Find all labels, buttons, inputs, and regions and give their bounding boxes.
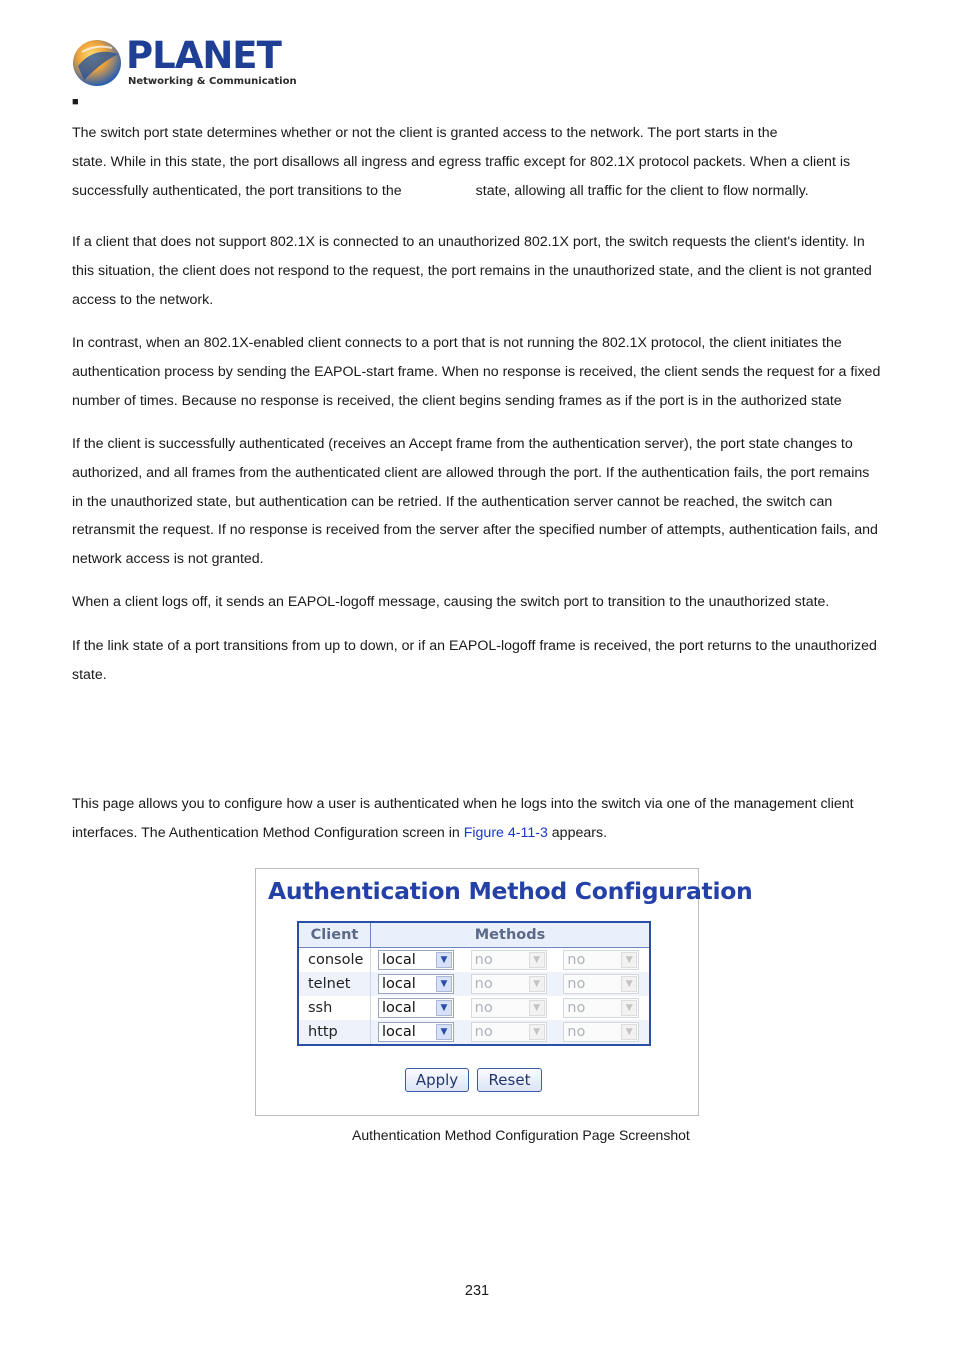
figure-caption: Authentication Method Configuration Page Screenshot: [352, 1127, 690, 1143]
method-2-select: no ▼: [471, 1022, 547, 1042]
chevron-down-icon: ▼: [621, 952, 637, 968]
chevron-down-icon: ▼: [436, 1000, 452, 1016]
client-name: console: [298, 948, 371, 973]
auth-method-panel: [255, 868, 753, 1116]
table-row: [298, 996, 650, 1020]
chevron-down-icon: ▼: [436, 976, 452, 992]
logo-wordmark: PLANET: [126, 34, 281, 77]
paragraph-authenticated: If the client is successfully authenticated (receives an Accept frame from the authentication server), the port state changes to authorized, and all frames from the authenticated client are allowed through the port. If the authentication fails, the port remains in the unauthorized state, but authentication can be retried. If the authentication server cannot be reached, the switch can retransmit the request. If no response is received from the server after the specified number of attempts, authentication fails, and network access is not granted.: [72, 436, 878, 568]
auth-method-table: [297, 921, 651, 1046]
apply-button[interactable]: Apply: [405, 1068, 469, 1092]
logo-tagline: Networking & Communication: [128, 76, 297, 87]
table-row: [298, 948, 650, 973]
client-name: http: [298, 1020, 371, 1045]
page-number: 231: [464, 1283, 490, 1299]
panel-title: Authentication Method Configuration: [268, 877, 753, 905]
paragraph-logoff: When a client logs off, it sends an EAPOL-logoff message, causing the switch port to transition to the unauthorized state.: [72, 594, 830, 610]
client-name: telnet: [298, 972, 371, 996]
method-2-select: no ▼: [471, 998, 547, 1018]
chevron-down-icon: ▼: [529, 1000, 545, 1016]
column-header-client: Client: [298, 922, 371, 948]
chevron-down-icon: ▼: [529, 976, 545, 992]
paragraph-unsupported-client: If a client that does not support 802.1X is connected to an unauthorized 802.1X port, the switch requests the client's identity. In this situation, the client does not respond to the request, the port remains in the unauthorized state, and the client is not granted access to the network.: [72, 234, 872, 308]
section-bullet: ■: [72, 96, 79, 108]
method-3-select: no ▼: [563, 974, 639, 994]
paragraph-port-state: The switch port state determines whether or not the client is granted access to the network. The port starts in the state. While in this state, the port disallows all ingress and egress traffic except for 802.1X protocol packets. When a client is successfully authenticated, the port transitions to the state, allowing all traffic for the client to flow normally.: [72, 125, 851, 199]
chevron-down-icon: ▼: [621, 1024, 637, 1040]
table-row: [298, 1020, 650, 1045]
chevron-down-icon: ▼: [621, 1000, 637, 1016]
planet-logo: [72, 34, 297, 92]
chevron-down-icon: ▼: [436, 1024, 452, 1040]
method-3-select: no ▼: [563, 998, 639, 1018]
method-1-select[interactable]: local ▼: [378, 974, 454, 994]
method-1-select[interactable]: local ▼: [378, 950, 454, 970]
method-2-select: no ▼: [471, 950, 547, 970]
method-1-select[interactable]: local ▼: [378, 1022, 454, 1042]
method-3-select: no ▼: [563, 1022, 639, 1042]
chevron-down-icon: ▼: [436, 952, 452, 968]
reset-button[interactable]: Reset: [477, 1068, 542, 1092]
method-2-select: no ▼: [471, 974, 547, 994]
client-name: ssh: [298, 996, 371, 1020]
paragraph-link-state: If the link state of a port transitions from up to down, or if an EAPOL-logoff frame is received, the port returns to the unauthorized state.: [72, 638, 877, 683]
table-row: [298, 972, 650, 996]
paragraph-intro: This page allows you to configure how a user is authenticated when he logs into the switch via one of the management client interfaces. The Authentication Method Configuration screen in Figure 4-11-3 appears.: [72, 796, 854, 841]
figure-link[interactable]: Figure 4-11-3: [463, 824, 548, 841]
column-header-methods: Methods: [371, 922, 651, 948]
paragraph-enabled-client: In contrast, when an 802.1X-enabled client connects to a port that is not running the 802.1X protocol, the client initiates the authentication process by sending the EAPOL-start frame. When no response is received, the client sends the request for a fixed number of times. Because no response is received, the client begins sending frames as if the port is in the authorized state: [72, 335, 881, 409]
chevron-down-icon: ▼: [529, 952, 545, 968]
method-1-select[interactable]: local ▼: [378, 998, 454, 1018]
method-3-select: no ▼: [563, 950, 639, 970]
chevron-down-icon: ▼: [529, 1024, 545, 1040]
chevron-down-icon: ▼: [621, 976, 637, 992]
